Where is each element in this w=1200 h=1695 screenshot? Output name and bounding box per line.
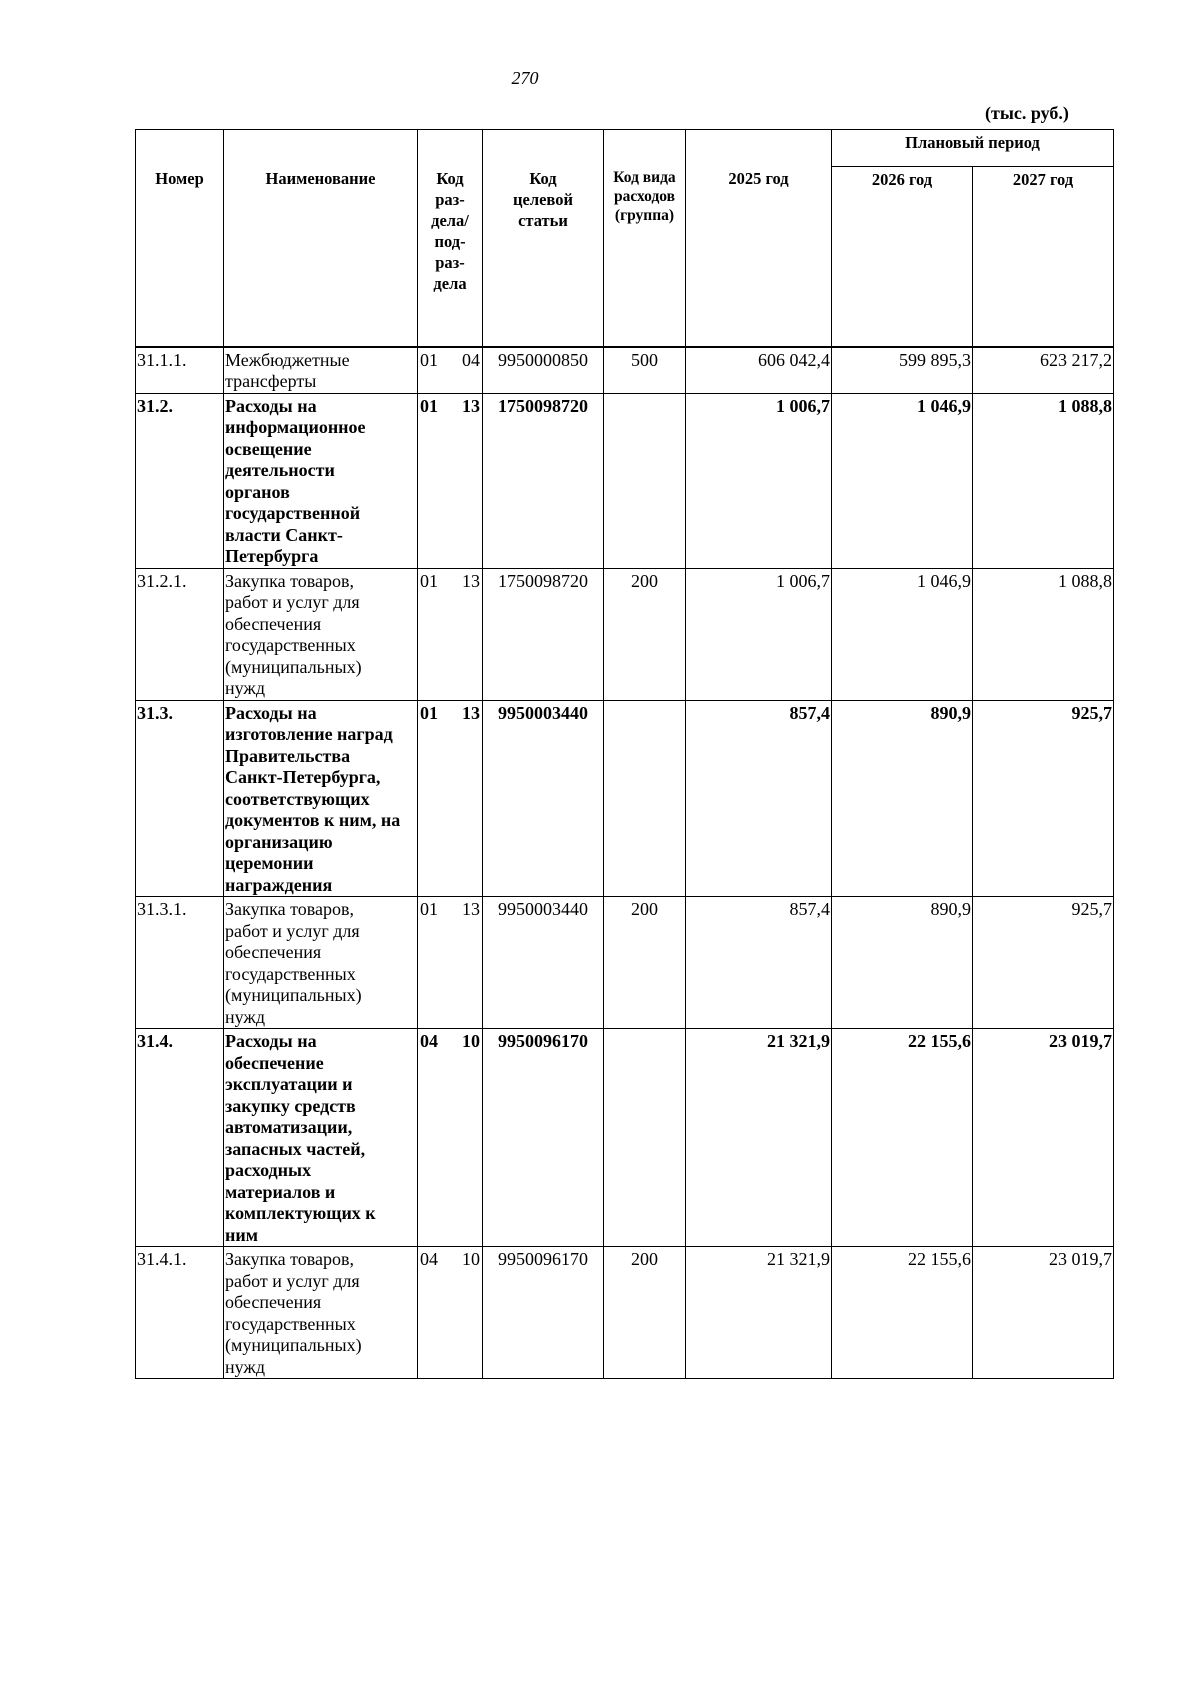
header-year-2027: 2027 год	[973, 167, 1114, 347]
subsection-code: 04	[462, 349, 480, 370]
section-code: 01	[420, 570, 438, 591]
row-target-code: 9950096170	[483, 1029, 604, 1247]
row-section-code	[418, 347, 483, 394]
row-amount-2025: 606 042,4	[686, 347, 832, 394]
table-row	[136, 1029, 1114, 1247]
row-number: 31.3.1.	[136, 897, 224, 1029]
row-number: 31.3.	[136, 700, 224, 897]
row-amount-2025: 857,4	[686, 897, 832, 1029]
row-amount-2027: 925,7	[973, 700, 1114, 897]
row-name: Межбюджетные трансферты	[224, 347, 418, 394]
budget-table	[135, 129, 1114, 1379]
table-row	[136, 347, 1114, 394]
row-expense-type	[604, 393, 686, 568]
row-amount-2026: 22 155,6	[832, 1247, 973, 1379]
subsection-code: 13	[462, 570, 480, 591]
row-amount-2026: 890,9	[832, 700, 973, 897]
subsection-code: 13	[462, 395, 480, 416]
section-code: 04	[420, 1031, 438, 1051]
row-name: Расходы на обеспечение эксплуатации и закупку средств автоматизации, запасных частей, расходных материалов и комплектующих к ним	[224, 1029, 418, 1247]
subsection-code: 13	[462, 702, 480, 723]
row-name: Закупка товаров, работ и услуг для обеспечения государственных (муниципальных) нужд	[224, 1247, 418, 1379]
row-number: 31.1.1.	[136, 347, 224, 394]
row-section-code	[418, 897, 483, 1029]
row-section-code	[418, 1029, 483, 1247]
row-amount-2027: 623 217,2	[973, 347, 1114, 394]
row-amount-2027: 23 019,7	[973, 1247, 1114, 1379]
row-target-code: 1750098720	[483, 393, 604, 568]
row-target-code: 1750098720	[483, 568, 604, 700]
section-code: 04	[420, 1249, 438, 1269]
table-row	[136, 700, 1114, 897]
header-section-code: Код раз- дела/ под- раз- дела	[418, 130, 483, 347]
subsection-code: 10	[462, 1031, 480, 1051]
row-expense-type: 200	[604, 568, 686, 700]
header-number: Номер	[136, 130, 224, 347]
row-name: Закупка товаров, работ и услуг для обеспечения государственных (муниципальных) нужд	[224, 897, 418, 1029]
table-row	[136, 393, 1114, 568]
row-amount-2026: 1 046,9	[832, 568, 973, 700]
row-target-code: 9950003440	[483, 897, 604, 1029]
row-section-code	[418, 568, 483, 700]
row-expense-type	[604, 700, 686, 897]
row-expense-type: 500	[604, 347, 686, 394]
subsection-code: 13	[462, 899, 480, 919]
units-label: (тыс. руб.)	[985, 103, 1069, 123]
row-section-code	[418, 393, 483, 568]
row-section-code	[418, 1247, 483, 1379]
section-code: 01	[420, 349, 438, 370]
section-code: 01	[420, 899, 438, 919]
section-code: 01	[420, 395, 438, 416]
row-amount-2027: 1 088,8	[973, 568, 1114, 700]
row-name: Закупка товаров, работ и услуг для обеспечения государственных (муниципальных) нужд	[224, 568, 418, 700]
table-body	[136, 347, 1114, 1379]
row-amount-2027: 1 088,8	[973, 393, 1114, 568]
section-code: 01	[420, 702, 438, 723]
row-number: 31.4.1.	[136, 1247, 224, 1379]
row-amount-2026: 599 895,3	[832, 347, 973, 394]
row-target-code: 9950096170	[483, 1247, 604, 1379]
subsection-code: 10	[462, 1249, 480, 1269]
row-amount-2026: 890,9	[832, 897, 973, 1029]
row-target-code: 9950000850	[483, 347, 604, 394]
header-expense-type: Код вида расходов (группа)	[604, 130, 686, 347]
row-expense-type: 200	[604, 897, 686, 1029]
row-amount-2025: 21 321,9	[686, 1247, 832, 1379]
header-target-code: Код целевой статьи	[483, 130, 604, 347]
header-year-2025: 2025 год	[686, 130, 832, 347]
row-amount-2026: 1 046,9	[832, 393, 973, 568]
row-name: Расходы на информационное освещение деятельности органов государственной власти Санкт- Петербурга	[224, 393, 418, 568]
table-row	[136, 568, 1114, 700]
table-header	[136, 130, 1114, 347]
row-target-code: 9950003440	[483, 700, 604, 897]
row-amount-2027: 23 019,7	[973, 1029, 1114, 1247]
row-section-code	[418, 700, 483, 897]
header-name: Наименование	[224, 130, 418, 347]
row-amount-2025: 857,4	[686, 700, 832, 897]
row-amount-2027: 925,7	[973, 897, 1114, 1029]
table-row	[136, 1247, 1114, 1379]
row-expense-type: 200	[604, 1247, 686, 1379]
header-year-2026: 2026 год	[832, 167, 973, 347]
row-amount-2025: 1 006,7	[686, 568, 832, 700]
table-row	[136, 897, 1114, 1029]
row-amount-2026: 22 155,6	[832, 1029, 973, 1247]
row-number: 31.4.	[136, 1029, 224, 1247]
row-number: 31.2.	[136, 393, 224, 568]
page-number: 270	[511, 68, 539, 88]
row-expense-type	[604, 1029, 686, 1247]
row-amount-2025: 21 321,9	[686, 1029, 832, 1247]
row-amount-2025: 1 006,7	[686, 393, 832, 568]
row-number: 31.2.1.	[136, 568, 224, 700]
header-planned-period: Плановый период	[832, 130, 1114, 167]
row-name: Расходы на изготовление наград Правительства Санкт-Петербурга, соответствующих документов к ним, на организацию церемонии награждения	[224, 700, 418, 897]
